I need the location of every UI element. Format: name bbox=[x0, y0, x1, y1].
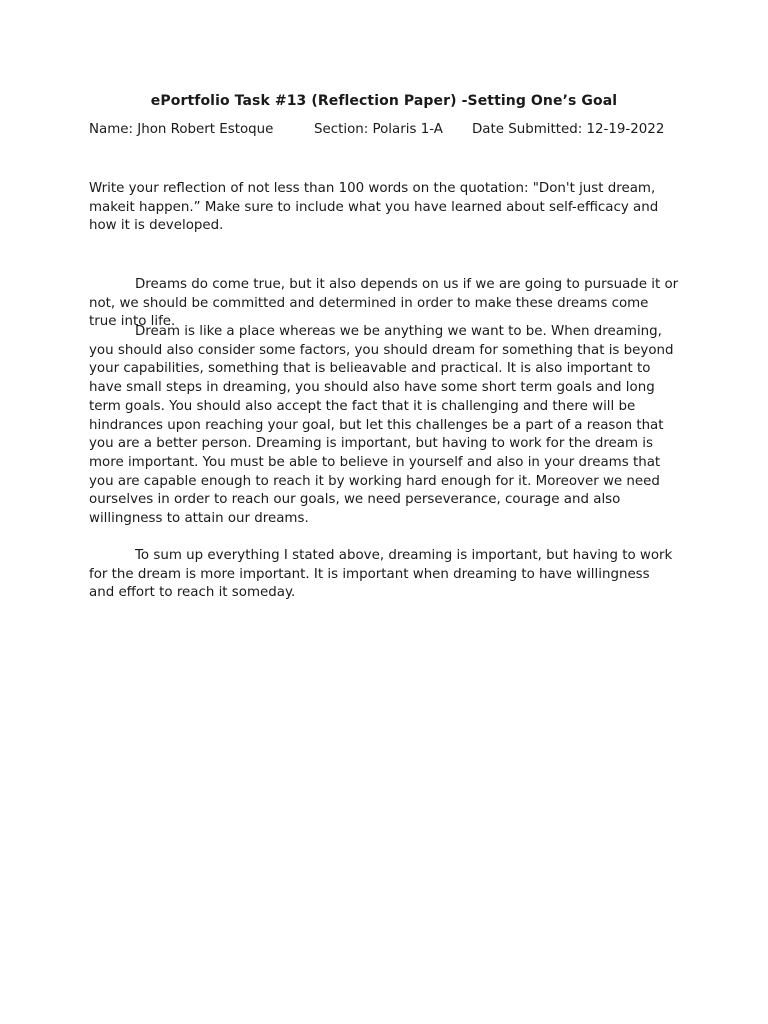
date-submitted: Date Submitted: 12-19-2022 bbox=[472, 122, 665, 137]
student-section: Section: Polaris 1-A bbox=[314, 122, 443, 137]
paragraph-1: Dreams do come true, but it also depends on us if we are going to pursuade it or not, we should be committed and determined in order to make these dreams come true into life. bbox=[89, 277, 679, 330]
student-info-row bbox=[89, 121, 689, 141]
reflection-prompt: Write your reflection of not less than 100 words on the quotation: "Don't just dream, makeit happen.” Make sure to include what you have learned about self-efficacy and how it is developed. bbox=[89, 181, 659, 234]
paragraph-3: To sum up everything I stated above, dreaming is important, but having to work for the dream is more important. It is important when dreaming to have willingness and effort to reach it someday. bbox=[89, 548, 673, 601]
page-title: ePortfolio Task #13 (Reflection Paper) -Setting One’s Goal bbox=[150, 93, 618, 109]
student-name: Name: Jhon Robert Estoque bbox=[89, 122, 274, 137]
paragraph-2: Dream is like a place whereas we be anything we want to be. When dreaming, you should also consider some factors, you should dream for something that is beyond your capabilities, something that is belieavable and practical. It is also important to have small steps in dreaming, you should also have some short term goals and long term goals. You should also accept the fact that it is challenging and there will be hindrances upon reaching your goal, but let this challenges be a part of a reason that you are a better person. Dreaming is important, but having to work for the dream is more important. You must be able to believe in yourself and also in your dreams that you are capable enough to reach it by working hard enough for it. Moreover we need ourselves in order to reach our goals, we need perseverance, courage and also willingness to attain our dreams. bbox=[89, 324, 674, 527]
